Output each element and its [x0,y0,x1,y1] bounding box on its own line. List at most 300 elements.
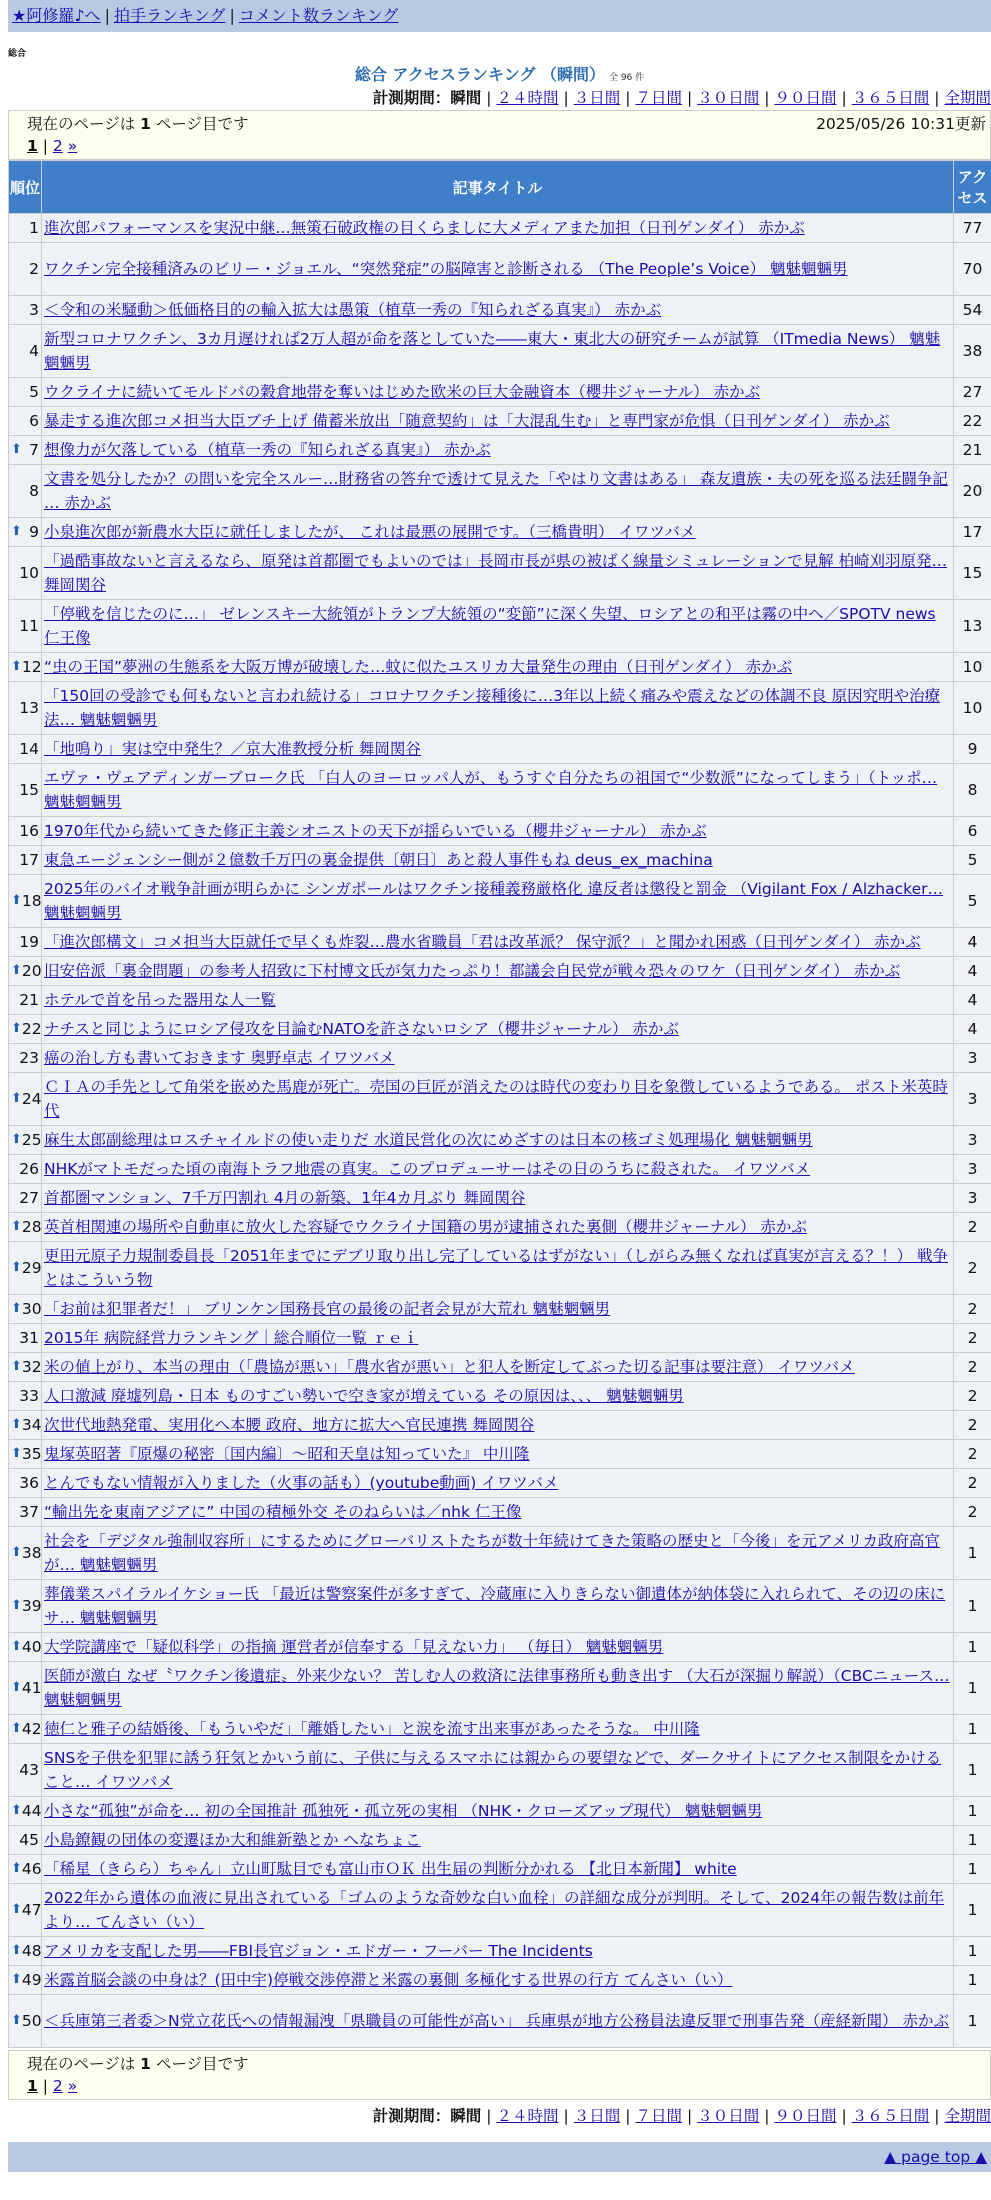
access-count: 4 [954,986,991,1015]
table-row [9,1580,991,1633]
article-link[interactable]: “輸出先を東南アジアに” 中国の積極外交 そのねらいは／nhk 仁王像 [44,1503,522,1521]
title-cell [42,1440,954,1469]
article-link[interactable]: 進次郎パフォーマンスを実況中継…無策石破政権の目くらましに大メディアまた加担（日刊ゲンダイ） 赤かぶ [44,219,805,237]
rank-cell [9,1295,42,1324]
rank-cell [9,1633,42,1662]
title-cell [42,600,954,653]
table-row [9,1797,991,1826]
title-cell [42,1295,954,1324]
table-row [9,1324,991,1353]
access-count: 27 [954,378,991,407]
title-cell [42,1242,954,1295]
period-link[interactable]: ３０日間 [697,2107,760,2125]
access-count: 54 [954,296,991,325]
rank-cell [9,600,42,653]
rank-number: 31 [19,1329,39,1347]
period-link[interactable]: 全期間 [944,2107,991,2125]
access-count: 1 [954,1633,991,1662]
access-count: 1 [954,1715,991,1744]
period-link[interactable]: ３日間 [573,2107,621,2125]
rank-cell [9,214,42,243]
table-row [9,1295,991,1324]
period-link[interactable]: ３６５日間 [851,89,930,107]
clap-ranking-link[interactable]: 拍手ランキング [113,6,226,25]
rank-up-arrow-icon: ⬆ [11,1417,22,1432]
rank-cell [9,846,42,875]
rank-cell [9,1073,42,1126]
table-row [9,875,991,928]
title-cell [42,682,954,735]
article-link[interactable]: 「進次郎構文」コメ担当大臣就任で早くも炸裂…農水省職員「君は改革派？ 保守派？」と聞かれ困惑（日刊ゲンダイ） 赤かぶ [44,933,921,951]
access-count: 77 [954,214,991,243]
rank-cell [9,1884,42,1937]
rank-number: 46 [21,1860,42,1878]
article-link[interactable]: “虫の王国”夢洲の生態系を大阪万博が破壊した…蚊に似たユスリカ大量発生の理由（日刊ゲンダイ） 赤かぶ [44,658,793,676]
home-link[interactable]: ★阿修羅♪へ [12,6,101,25]
access-count: 13 [954,600,991,653]
period-link[interactable]: ３６５日間 [851,2107,930,2125]
pager-current-page: 1 [27,2077,38,2095]
access-count: 2 [954,1324,991,1353]
article-link[interactable]: 暴走する進次郎コメ担当大臣ブチ上げ 備蓄米放出「随意契約」は「大混乱生む」と専門家が危惧（日刊ゲンダイ） 赤かぶ [44,412,890,430]
article-link[interactable]: 麻生太郎副総理はロスチャイルドの使い走りだ 水道民営化の次にめざすのは日本の核ゴミ処理場化 魑魅魍魎男 [44,1131,813,1149]
article-link[interactable]: 米の値上がり、本当の理由（「農協が悪い」「農水省が悪い」と犯人を断定してぶった切る記事は要注意） イワツバメ [44,1358,855,1376]
rank-number: 1 [29,219,39,237]
title-cell [42,1015,954,1044]
rank-cell [9,1382,42,1411]
title-cell [42,1411,954,1440]
rank-number: 50 [21,2012,42,2030]
period-separator: | [625,2107,631,2125]
access-count: 1 [954,1884,991,1937]
period-link[interactable]: ３日間 [573,89,621,107]
title-cell [42,1469,954,1498]
access-count: 3 [954,1184,991,1213]
article-link[interactable]: 「過酷事故ないと言えるなら、原発は首都圏でもよいのでは」長岡市長が県の被ばく線量シミュレーションで見解 柏崎刈羽原発… 舞岡関谷 [44,552,948,594]
rank-cell [9,875,42,928]
table-row [9,1995,991,2048]
access-count: 21 [954,436,991,465]
rank-cell [9,1353,42,1382]
period-separator: | [841,89,847,107]
article-link[interactable]: 旧安倍派「裏金問題」の参考人招致に下村博文氏が気力たっぷり！都議会自民党が戦々恐々のワケ（日刊ゲンダイ） 赤かぶ [44,962,901,980]
rank-cell [9,1662,42,1715]
rank-number: 43 [19,1761,39,1779]
article-link[interactable]: 徳仁と雅子の結婚後、「もういやだ」「離婚したい」と涙を流す出来事があったそうな。 中川隆 [44,1720,700,1738]
access-count: 2 [954,1295,991,1324]
article-link[interactable]: SNSを子供を犯罪に誘う狂気とかいう前に、子供に与えるスマホには親からの要望などで、ダークサイトにアクセス制限をかけること… イワツバメ [44,1749,942,1791]
table-row [9,986,991,1015]
title-cell [42,1966,954,1995]
table-row [9,1353,991,1382]
rank-number: 39 [21,1597,42,1615]
period-link[interactable]: 全期間 [944,89,991,107]
article-link[interactable]: 大学院講座で「疑似科学」の指摘 運営者が信奉する「見えない力」 （毎日） 魑魅魍魎男 [44,1638,664,1656]
pagination-top: 1 | 2 » [27,137,78,155]
total-count: 全 96 件 [609,73,645,83]
access-count: 1 [954,1826,991,1855]
table-row [9,1715,991,1744]
article-link[interactable]: ナチスと同じようにロシア侵攻を目論むNATOを許さないロシア（櫻井ジャーナル） 赤かぶ [44,1020,679,1038]
rank-cell [9,1411,42,1440]
article-link[interactable]: 小泉進次郎が新農水大臣に就任しましたが、 これは最悪の展開です。（三橋貴明） イワツバメ [44,523,696,541]
rank-cell [9,682,42,735]
table-row [9,1155,991,1184]
rank-number: 17 [19,851,39,869]
article-link[interactable]: 鬼塚英昭著『原爆の秘密〔国内編〕～昭和天皇は知っていた』 中川隆 [44,1445,530,1463]
period-separator: | [764,89,770,107]
article-link[interactable]: 「お前は犯罪者だ！」 ブリンケン国務長官の最後の記者会見が大荒れ 魑魅魍魎男 [44,1300,611,1318]
table-row [9,296,991,325]
access-count: 15 [954,547,991,600]
rank-cell [9,325,42,378]
rank-number: 41 [21,1679,42,1697]
rank-number: 5 [29,383,39,401]
title-cell [42,1744,954,1797]
table-row [9,214,991,243]
rank-number: 23 [19,1049,39,1067]
rank-number: 30 [21,1300,42,1318]
rank-up-arrow-icon: ⬆ [11,1091,22,1106]
rank-cell [9,1715,42,1744]
nav-separator: | [229,6,235,25]
rank-number: 29 [21,1259,42,1277]
rank-number: 45 [19,1831,39,1849]
article-link[interactable]: ワクチン完全接種済みのビリー・ジョエル、“突然発症”の脳障害と診断される （The People’s Voice） 魑魅魍魎男 [44,260,848,278]
article-link[interactable]: エヴァ・ヴェアディンガーブローク氏 「白人のヨーロッパ人が、もうすぐ自分たちの祖国で“少数派”になってしまう」（トッポ… 魑魅魍魎男 [44,769,938,811]
rank-up-arrow-icon: ⬆ [11,1861,22,1876]
pager-next-link[interactable]: » [67,2077,78,2095]
rank-up-arrow-icon: ⬆ [11,893,22,908]
title-cell [42,214,954,243]
rank-up-arrow-icon: ⬆ [11,1902,22,1917]
period-separator: | [563,2107,569,2125]
period-link[interactable]: ９０日間 [774,89,837,107]
period-separator: | [563,89,569,107]
table-row [9,653,991,682]
rank-cell [9,1995,42,2048]
access-count: 2 [954,1353,991,1382]
article-link[interactable]: ＣＩＡの手先として角栄を嵌めた馬鹿が死亡。売国の巨匠が消えたのは時代の変わり目を象徴しているようである。 ポスト米英時代 [44,1078,948,1120]
rank-up-arrow-icon: ⬆ [11,1219,22,1234]
pagination-bottom: 1 | 2 » [27,2077,78,2095]
rank-cell [9,1126,42,1155]
article-link[interactable]: 社会を「デジタル強制収容所」にするためにグローバリストたちが数十年続けてきた策略の歴史と「今後」を元アメリカ政府高官が… 魑魅魍魎男 [44,1532,940,1574]
period-link[interactable]: ２４時間 [496,89,559,107]
table-row [9,378,991,407]
rank-number: 7 [29,441,39,459]
rank-number: 2 [29,260,39,278]
rank-cell [9,1826,42,1855]
table-row [9,325,991,378]
rank-number: 12 [21,658,42,676]
title-cell [42,407,954,436]
period-current: 瞬間 [450,89,482,107]
article-link[interactable]: 人口激減 廃墟列島・日本 ものすごい勢いで空き家が増えている その原因は、、、 魑魅魍魎男 [44,1387,684,1405]
period-separator: | [625,89,631,107]
rank-cell [9,1015,42,1044]
rank-up-arrow-icon: ⬆ [11,1260,22,1275]
rank-number: 14 [19,740,39,758]
table-row [9,1411,991,1440]
table-row [9,436,991,465]
access-count: 17 [954,518,991,547]
rank-up-arrow-icon: ⬆ [11,1680,22,1695]
rank-up-arrow-icon: ⬆ [11,1301,22,1316]
rank-cell [9,1324,42,1353]
title-cell [42,1126,954,1155]
current-page-text: 現在のページは 1 ページ目です [27,115,249,133]
nav-separator: | [104,6,110,25]
access-count: 5 [954,846,991,875]
period-link[interactable]: ７日間 [635,2107,682,2125]
access-count: 1 [954,1527,991,1580]
title-cell [42,436,954,465]
title-cell [42,1662,954,1715]
rank-up-arrow-icon: ⬆ [11,524,22,539]
period-link[interactable]: ２４時間 [496,2107,559,2125]
access-count: 1 [954,1995,991,2048]
rank-number: 32 [21,1358,42,1376]
period-separator: | [486,2107,492,2125]
table-row [9,764,991,817]
rank-up-arrow-icon: ⬆ [11,1721,22,1736]
rank-up-arrow-icon: ⬆ [11,2013,22,2028]
pager-page-2[interactable]: 2 [52,137,63,155]
rank-cell [9,928,42,957]
rank-number: 22 [21,1020,42,1038]
table-row [9,928,991,957]
rank-number: 26 [19,1160,39,1178]
article-link[interactable]: 「稀星（きらら）ちゃん」立山町駄目でも富山市ＯＫ 出生届の判断分かれる 【北日本新聞】 white [44,1860,737,1878]
title-cell [42,764,954,817]
rank-up-arrow-icon: ⬆ [11,1803,22,1818]
rank-number: 33 [19,1387,39,1405]
col-header-title: 記事タイトル [42,161,954,214]
period-separator: | [687,2107,693,2125]
title-cell [42,986,954,1015]
article-link[interactable]: 2025年のバイオ戦争計画が明らかに シンガポールはワクチン接種義務厳格化 違反者は懲役と罰金 （Vigilant Fox / Alzhacker… 魑魅魍魎男 [44,880,943,922]
table-row [9,1884,991,1937]
title-cell [42,1044,954,1073]
rank-number: 19 [19,933,39,951]
title-cell [42,817,954,846]
table-row [9,600,991,653]
article-link[interactable]: 癌の治し方も書いておきます 奥野卓志 イワツバメ [44,1049,395,1067]
table-row [9,1826,991,1855]
pager-next-link[interactable]: » [67,137,78,155]
pager-page-2[interactable]: 2 [52,2077,63,2095]
rank-number: 47 [21,1901,42,1919]
ranking-table [8,160,991,2048]
article-link[interactable]: 更田元原子力規制委員長「2051年までにデブリ取り出し完了しているはずがない」（しがらみ無くなれば真実が言える？！） 戦争とはこういう物 [44,1247,949,1289]
period-separator: | [764,2107,770,2125]
rank-cell [9,436,42,465]
page-title-text: 総合 アクセスランキング （瞬間） [354,65,605,84]
title-cell [42,547,954,600]
title-cell [42,735,954,764]
title-cell [42,1353,954,1382]
article-link[interactable]: 葬儀業スパイラルイケショー氏 「最近は警察案件が多すぎて、冷蔵庫に入りきらない御遺体が納体袋に入れられて、その辺の床にサ… 魑魅魍魎男 [44,1585,946,1627]
rank-up-arrow-icon: ⬆ [11,1446,22,1461]
footer-bar [8,2142,991,2172]
access-count: 20 [954,465,991,518]
access-count: 22 [954,407,991,436]
rank-cell [9,1744,42,1797]
table-row [9,1382,991,1411]
current-page-text: 現在のページは 1 ページ目です [27,2055,249,2073]
article-link[interactable]: 2015年 病院経営力ランキング｜総合順位一覧 ｒｅｉ [44,1329,419,1347]
rank-up-arrow-icon: ⬆ [11,1021,22,1036]
title-cell [42,1324,954,1353]
rank-cell [9,735,42,764]
rank-cell [9,243,42,296]
access-count: 4 [954,957,991,986]
table-row [9,1044,991,1073]
table-row [9,817,991,846]
article-link[interactable]: 「150回の受診でも何もないと言われ続ける」コロナワクチン接種後に…3年以上続く痛みや震えなどの体調不良 原因究明や治療法… 魑魅魍魎男 [44,687,941,729]
article-link[interactable]: 首都圏マンション、7千万円割れ 4月の新築、1年4カ月ぶり 舞岡関谷 [44,1189,526,1207]
period-link[interactable]: ７日間 [635,89,682,107]
access-count: 1 [954,1855,991,1884]
article-link[interactable]: ＜令和の米騒動＞低価格目的の輸入拡大は愚策（植草一秀の『知られざる真実』） 赤かぶ [44,301,662,319]
article-link[interactable]: 医師が激白 なぜ〝ワクチン後遺症〟外来少ない？ 苦しむ人の救済に法律事務所も動き出す （大石が深掘り解説）（CBCニュース… 魑魅魍魎男 [44,1667,950,1709]
rank-up-arrow-icon: ⬆ [11,1639,22,1654]
period-selector-top [8,86,991,110]
table-row [9,1126,991,1155]
period-separator: | [486,89,492,107]
title-cell [42,1855,954,1884]
title-cell [42,928,954,957]
page-top-link[interactable]: ▲ page top ▲ [884,2148,987,2166]
rank-cell [9,1184,42,1213]
page-status-box [8,110,991,160]
article-link[interactable]: 小さな“孤独”が命を… 初の全国推計 孤独死・孤立死の実相 （NHK・クローズアップ現代） 魑魅魍魎男 [44,1802,763,1820]
rank-number: 28 [21,1218,42,1236]
table-row [9,1527,991,1580]
title-cell [42,325,954,378]
access-count: 5 [954,875,991,928]
access-count: 4 [954,1015,991,1044]
article-link[interactable]: ウクライナに続いてモルドバの穀倉地帯を奪いはじめた欧米の巨大金融資本（櫻井ジャーナル） 赤かぶ [44,383,761,401]
rank-number: 27 [19,1189,39,1207]
table-row [9,1937,991,1966]
rank-number: 13 [19,699,39,717]
article-link[interactable]: 小島鐐観の団体の変遷ほか大和維新塾とか へなちょこ [44,1831,421,1849]
article-link[interactable]: 新型コロナワクチン、3カ月遅ければ2万人超が命を落としていた――東大・東北大の研究チームが試算 （ITmedia News） 魑魅魍魎男 [44,330,941,372]
article-link[interactable]: 「停戦を信じたのに…」 ゼレンスキー大統領がトランプ大統領の“変節”に深く失望、ロシアとの和平は霧の中へ／SPOTV news 仁王像 [44,605,936,647]
access-count: 6 [954,817,991,846]
rank-number: 37 [19,1503,39,1521]
table-row [9,518,991,547]
article-link[interactable]: 米露首脳会談の中身は？(田中宇)停戦交渉停滞と米露の裏側 多極化する世界の行方 てんさい（い） [44,1971,733,1989]
article-link[interactable]: 東急エージェンシー側が２億数千万円の裏金提供〔朝日〕あと殺人事件もね deus_ex_machina [44,851,713,869]
rank-up-arrow-icon: ⬆ [11,1132,22,1147]
article-link[interactable]: 英首相関連の場所や自動車に放火した容疑でウクライナ国籍の男が逮捕された裏側（櫻井ジャーナル） 赤かぶ [44,1218,807,1236]
updated-timestamp: 2025/05/26 10:31更新 [816,115,986,133]
access-count: 3 [954,1155,991,1184]
rank-number: 21 [19,991,39,1009]
rank-cell [9,1797,42,1826]
access-count: 2 [954,1411,991,1440]
rank-number: 8 [29,482,39,500]
article-link[interactable]: 文書を処分したか？の問いを完全スルー…財務省の答弁で透けて見えた「やはり文書はある」 森友遺族・夫の死を巡る法廷闘争記 … 赤かぶ [44,470,948,512]
table-row [9,1498,991,1527]
access-count: 1 [954,1966,991,1995]
title-cell [42,846,954,875]
rank-number: 42 [21,1720,42,1738]
title-cell [42,465,954,518]
title-cell [42,1633,954,1662]
rank-cell [9,817,42,846]
article-link[interactable]: ホテルで首を吊った器用な人一覧 [44,991,276,1009]
title-cell [42,296,954,325]
table-row [9,465,991,518]
table-row [9,682,991,735]
article-link[interactable]: NHKがマトモだった頃の南海トラフ地震の真実。このプロデューサーはその日のうちに殺された。 イワツバメ [44,1160,811,1178]
period-link[interactable]: ９０日間 [774,2107,837,2125]
rank-number: 6 [29,412,39,430]
top-nav-bar [8,0,991,32]
period-separator: | [841,2107,847,2125]
table-row [9,243,991,296]
access-count: 1 [954,1797,991,1826]
article-link[interactable]: 次世代地熱発電、実用化へ本腰 政府、地方に拡大へ官民連携 舞岡関谷 [44,1416,535,1434]
access-count: 1 [954,1580,991,1633]
rank-cell [9,1580,42,1633]
rank-cell [9,518,42,547]
rank-number: 38 [21,1544,42,1562]
col-header-rank: 順位 [9,161,42,214]
article-link[interactable]: 1970年代から続いてきた修正主義シオニストの天下が揺らいでいる（櫻井ジャーナル） 赤かぶ [44,822,707,840]
rank-cell [9,986,42,1015]
article-link[interactable]: 想像力が欠落している（植草一秀の『知られざる真実』） 赤かぶ [44,441,491,459]
rank-number: 48 [21,1942,42,1960]
rank-number: 20 [21,962,42,980]
article-link[interactable]: ＜兵庫第三者委＞N党立花氏への情報漏洩「県職員の可能性が高い」 兵庫県が地方公務員法違反罪で刑事告発（産経新聞） 赤かぶ [44,2012,949,2030]
rank-cell [9,378,42,407]
rank-number: 4 [29,342,39,360]
access-count: 1 [954,1662,991,1715]
rank-cell [9,465,42,518]
rank-up-arrow-icon: ⬆ [11,1598,22,1613]
title-cell [42,1580,954,1633]
rank-cell [9,1440,42,1469]
rank-number: 36 [19,1474,39,1492]
comment-ranking-link[interactable]: コメント数ランキング [238,6,399,25]
title-cell [42,653,954,682]
page-title [8,62,991,86]
access-count: 3 [954,1044,991,1073]
rank-number: 15 [19,781,39,799]
access-count: 2 [954,1469,991,1498]
title-cell [42,1498,954,1527]
period-link[interactable]: ３０日間 [697,89,760,107]
access-count: 8 [954,764,991,817]
category-label: 総合 [8,49,27,59]
rank-cell [9,1213,42,1242]
rank-cell [9,547,42,600]
table-row [9,1662,991,1715]
article-link[interactable]: アメリカを支配した男――FBI長官ジョン・エドガー・フーバー The Incidents [44,1942,593,1960]
article-link[interactable]: 「地鳴り」実は空中発生？／京大准教授分析 舞岡関谷 [44,740,421,758]
col-header-access: アクセス [954,161,991,214]
article-link[interactable]: 2022年から遺体の血液に見出されている「ゴムのような奇妙な白い血栓」の詳細な成分が判明。そして、2024年の報告数は前年より… てんさい（い） [44,1889,945,1931]
rank-number: 10 [19,564,39,582]
access-count: 2 [954,1440,991,1469]
article-link[interactable]: とんでもない情報が入りました（火事の話も）(youtube動画) イワツバメ [44,1474,559,1492]
period-label: 計測期間： [372,89,451,107]
